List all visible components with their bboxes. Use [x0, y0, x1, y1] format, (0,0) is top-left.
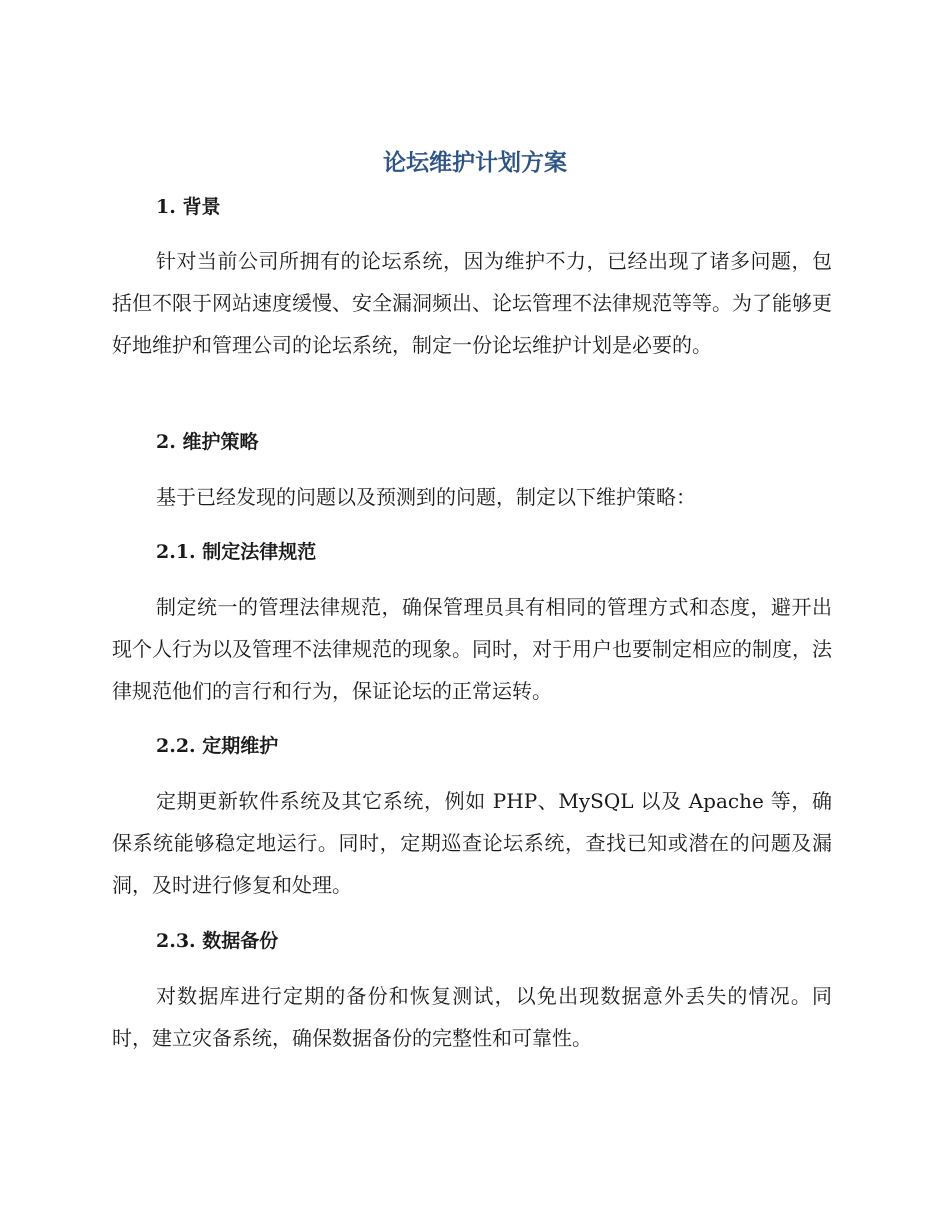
section-heading-data-backup: 2.3. 数据备份: [156, 930, 279, 952]
section-heading-background: 1. 背景: [156, 196, 221, 218]
section-body-maintenance-strategy: 基于已经发现的问题以及预测到的问题，制定以下维护策略：: [156, 485, 696, 509]
document-title: 论坛维护计划方案: [383, 150, 567, 176]
section-heading-regulations: 2.1. 制定法律规范: [156, 541, 317, 563]
section-body-data-backup: 对数据库进行定期的备份和恢复测试，以免出现数据意外丢失的情况。同时，建立灾备系统，确保数据备份的完整性和可靠性。: [112, 984, 832, 1050]
section-body-background: 针对当前公司所拥有的论坛系统，因为维护不力，已经出现了诸多问题，包括但不限于网站速度缓慢、安全漏洞频出、论坛管理不法律规范等等。为了能够更好地维护和管理公司的论坛系统，制定一份论坛维护计划是必要的。: [112, 249, 832, 357]
section-heading-maintenance-strategy: 2. 维护策略: [156, 431, 259, 453]
section-body-regular-maintenance: 定期更新软件系统及其它系统，例如 PHP、MySQL 以及 Apache 等，确保系统能够稳定地运行。同时，定期巡查论坛系统，查找已知或潜在的问题及漏洞，及时进行修复和处理。: [112, 789, 832, 897]
section-heading-regular-maintenance: 2.2. 定期维护: [156, 735, 279, 757]
section-body-regulations: 制定统一的管理法律规范，确保管理员具有相同的管理方式和态度，避开出现个人行为以及管理不法律规范的现象。同时，对于用户也要制定相应的制度，法律规范他们的言行和行为，保证论坛的正常运转。: [112, 595, 832, 703]
